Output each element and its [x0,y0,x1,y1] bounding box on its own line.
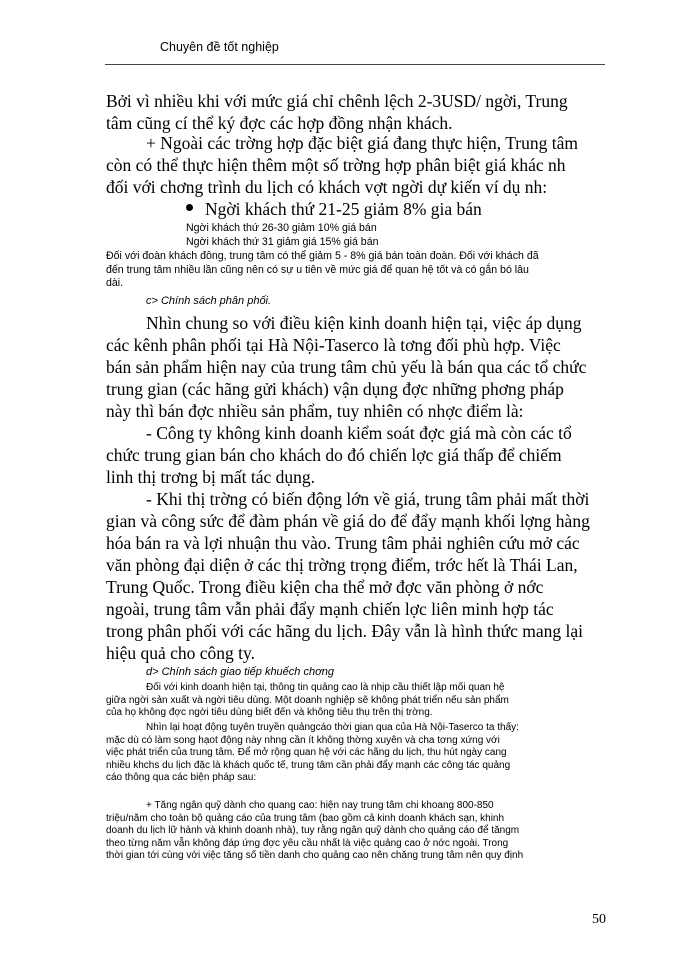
section-heading-d: d> Chính sách giao tiếp khuếch chơng [146,666,334,678]
text-line: bán sản phẩm hiện nay của trung tâm chủ yếu là bán qua các tổ chức [106,357,587,377]
paragraph-8 [106,722,626,785]
sub-list [186,222,700,249]
text-line: còn có thể thực hiện thêm một số trờng hợp phân biệt giá khác nh [106,155,566,175]
text-line: gian và công sức để đàm phán về giá do để đẩy mạnh khối lợng hàng [106,511,590,531]
bullet-item [186,198,482,220]
paragraph-2 [106,132,620,198]
text-line: trong phân phối với các hãng du lịch. Đây vẫn là hình thức mang lại [106,621,584,641]
text-line: doanh du lịch lữ hành và khinh doanh nhà), tuy rằng ngân quỹ dành cho quảng cáo để tăngm [106,825,520,836]
text-line: triệu/năm cho toàn bộ quảng cáo của trung tâm (bao gồm cả kinh doanh khách sạn, khinh [106,812,505,824]
text-line: - Công ty không kinh doanh kiểm soát đợc giá mà còn các tổ [146,423,572,443]
text-line: Đối với kinh doanh hiện tại, thông tin quảng cao là nhịp cầu thiết lập mối quan hệ [146,682,505,693]
paragraph-5 [106,422,620,488]
paragraph-1 [106,90,620,134]
text-line: - Khi thị trờng có biến động lớn về giá, trung tâm phải mất thời [146,489,590,509]
paragraph-3 [106,250,626,291]
text-line: hiệu quả cho công ty. [106,643,256,663]
header-rule [105,64,605,65]
text-line: nhiều khchs du lịch đặc là khách quốc tế, trung tâm cần phải đẩy mạnh các công tác quảng [106,759,511,771]
section-heading-c: c> Chính sách phân phối. [146,295,272,307]
text-line: giữa ngời sản xuất và ngời tiêu dùng. Một doanh nghiệp sẽ không phát triển nếu sản phẩm [106,694,509,706]
list-item: Ngời khách thứ 31 giảm giá 15% giá bán [186,235,379,248]
text-line: cáo thông qua các biện pháp sau: [106,772,257,783]
text-line: dài. [106,277,124,289]
list-item: Ngời khách thứ 26-30 giảm 10% giá bán [186,222,377,234]
paragraph-7 [106,682,626,720]
page-header: Chuyên đề tốt nghiệp [160,40,279,54]
text-line: linh thị trơng bị mất tác dụng. [106,467,316,487]
paragraph-6 [106,488,620,664]
text-line: ngoài, trung tâm vẫn phải đẩy mạnh chiến lợc liên minh hợp tác [106,599,554,619]
bullet-text: Ngời khách thứ 21-25 giảm 8% gia bán [205,199,482,219]
page-number: 50 [592,912,606,927]
bullet-icon [186,204,193,211]
text-line: theo từng năm vẫn không đáp ứng đợc yêu cầu nhất là việc quảng cao ở nớc ngoài. Trong [106,837,509,849]
text-line: tâm cũng cí thể ký đợc các hợp đồng nhận khách. [106,113,453,133]
text-line: chức trung gian bán cho khách do đó chiến lợc giá thấp để chiếm [106,445,562,465]
paragraph-4 [106,312,620,422]
text-line: các kênh phân phối tại Hà Nội-Taserco là tơng đối phù hợp. Việc [106,335,561,355]
text-line: hóa bán ra và lợi nhuận thu vào. Trung tâm phải nghiên cứu mở các [106,533,580,553]
text-line: thời gian tới cùng với việc tăng số tiền danh cho quảng cao nên chăng trung tâm nên quy định [106,850,524,861]
text-line: Nhìn lại hoạt động tuyên truyền quảngcáo thời gian qua của Hà Nội-Taserco ta thấy: [146,722,519,733]
text-line: + Ngoài các trờng hợp đặc biệt giá đang thực hiện, Trung tâm [146,133,579,153]
text-line: mặc dù có làm song hạot động này nhng cần ít không thờng xuyên và cha tơng xứng với [106,734,500,746]
text-line: trung gian (các hãng gửi khách) vận dụng đợc những phơng pháp [106,379,564,399]
text-line: Đối với đoàn khách đông, trung tâm có thể giảm 5 - 8% giá bán toàn đoàn. Đối với khách đã [106,250,539,262]
text-line: Bởi vì nhiều khi với mức giá chỉ chênh lệch 2-3USD/ ngời, Trung [106,91,568,111]
text-line: đến trung tâm nhiều lần cũng nên có sự u tiên về mức giá để quan hệ tốt và có gắn bó lâu [106,263,529,276]
text-line: Nhìn chung so với điều kiện kinh doanh hiện tại, việc áp dụng [146,313,582,333]
text-line: việc phát triển của trung tâm. Để mở rộng quan hệ với các hãng du lịch, thu hút ngày cang [106,747,507,758]
paragraph-9 [106,800,626,863]
text-line: văn phòng đại diện ở các thị trờng trọng điểm, trớc hết là Thái Lan, [106,555,578,575]
text-line: Trung Quốc. Trong điều kiện cha thể mở đợc văn phòng ở nớc [106,577,544,597]
text-line: + Tăng ngân quỹ dành cho quang cao: hiện nay trung tâm chi khoang 800-850 [146,800,494,811]
text-line: này thì bán đợc nhiều sản phẩm, tuy nhiên có nhợc điểm là: [106,401,524,421]
text-line: đối với chơng trình du lịch có khách vợt ngời dự kiến ví dụ nh: [106,177,548,197]
text-line: của họ không đợc ngời tiêu dùng biết đến và không tiêu thụ trên thị trờng. [106,707,433,718]
